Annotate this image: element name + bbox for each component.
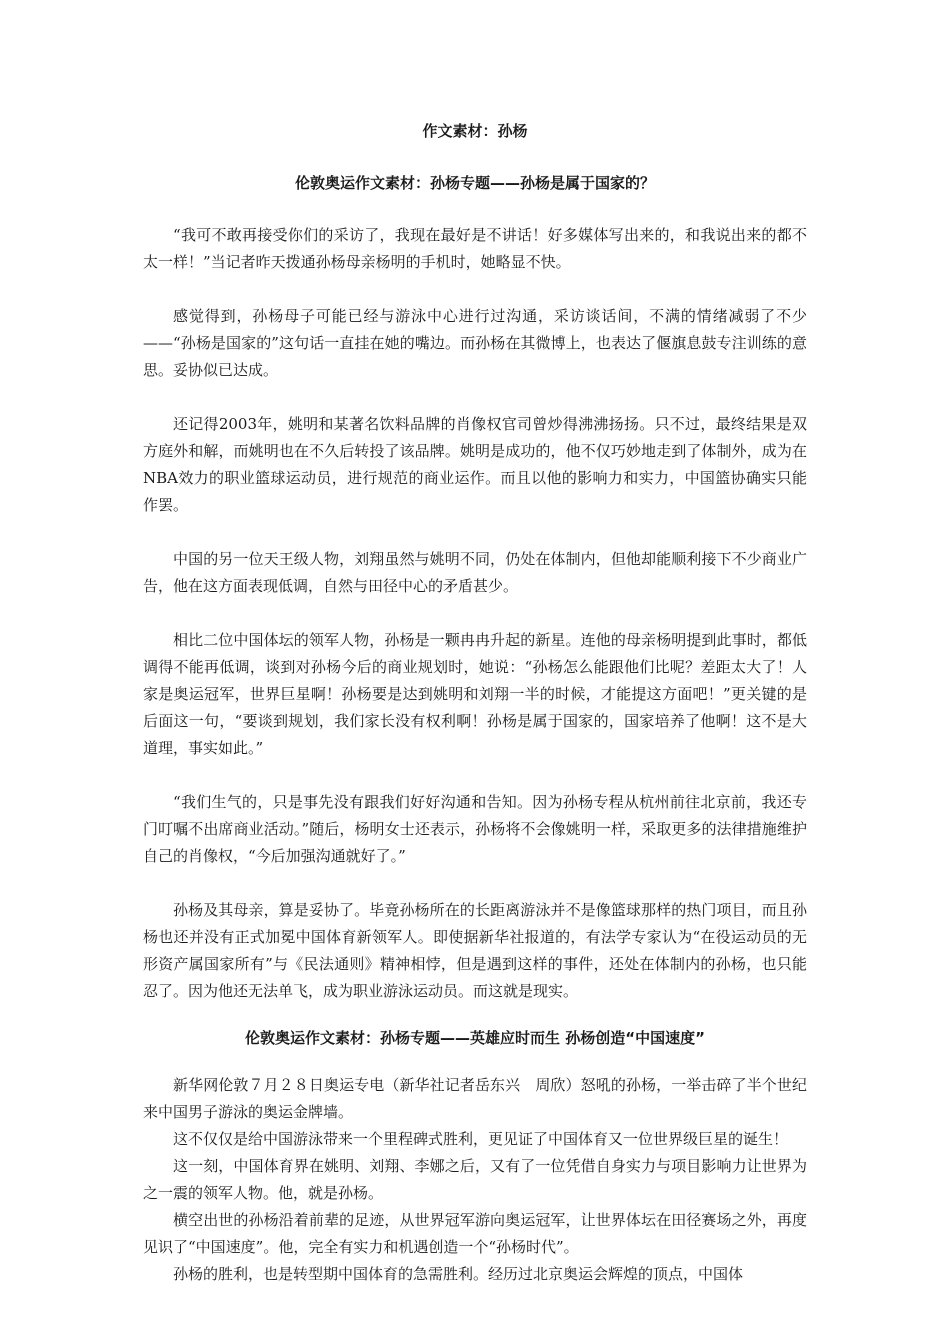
document-title: 作文素材：孙杨	[422, 122, 528, 140]
section-2-paragraph-5: 孙杨的胜利，也是转型期中国体育的急需胜利。经历过北京奥运会辉煌的顶点，中国体	[173, 1265, 744, 1283]
section-1-paragraph-4: 中国的另一位天王级人物，刘翔虽然与姚明不同，仍处在体制内，但他却能顺利接下不少商业广告，他在这方面表现低调，自然与田径中心的矛盾甚少。	[143, 550, 807, 595]
section-2-paragraph-4: 横空出世的孙杨沿着前辈的足迹，从世界冠军游向奥运冠军，让世界体坛在田径赛场之外，再度见识了“中国速度”。他，完全有实力和机遇创造一个“孙杨时代”。	[143, 1211, 807, 1256]
document-page	[143, 118, 807, 1288]
section-2-heading: 伦敦奥运作文素材：孙杨专题——英雄应时而生 孙杨创造“中国速度”	[245, 1029, 705, 1047]
section-1-heading: 伦敦奥运作文素材：孙杨专题——孙杨是属于国家的？	[294, 174, 655, 192]
section-1-paragraph-3: 还记得2003年，姚明和某著名饮料品牌的肖像权官司曾炒得沸沸扬扬。只不过，最终结果是双方庭外和解，而姚明也在不久后转投了该品牌。姚明是成功的，他不仅巧妙地走到了体制外，成为在NBA效力的职业篮球运动员，进行规范的商业运作。而且以他的影响力和实力，中国篮协确实只能作罢。	[143, 415, 807, 514]
section-2-paragraph-2: 这不仅仅是给中国游泳带来一个里程碑式胜利，更见证了中国体育又一位世界级巨星的诞生！	[173, 1130, 789, 1148]
section-1-paragraph-2: 感觉得到，孙杨母子可能已经与游泳中心进行过沟通，采访谈话间，不满的情绪减弱了不少——“孙杨是国家的”这句话一直挂在她的嘴边。而孙杨在其微博上，也表达了偃旗息鼓专注训练的意思。妥协似已达成。	[143, 307, 807, 379]
section-1-paragraph-7: 孙杨及其母亲，算是妥协了。毕竟孙杨所在的长距离游泳并不是像篮球那样的热门项目，而且孙杨也还并没有正式加冕中国体育新领军人。即使据新华社报道的，有法学专家认为“在役运动员的无形资产属国家所有”与《民法通则》精神相悖，但是遇到这样的事件，还处在体制内的孙杨，也只能忍了。因为他还无法单飞，成为职业游泳运动员。而这就是现实。	[143, 901, 807, 1000]
section-1-paragraph-1: “我可不敢再接受你们的采访了，我现在最好是不讲话！好多媒体写出来的，和我说出来的都不太一样！”当记者昨天拨通孙杨母亲杨明的手机时，她略显不快。	[143, 226, 807, 271]
section-1-paragraph-5: 相比二位中国体坛的领军人物，孙杨是一颗冉冉升起的新星。连他的母亲杨明提到此事时，都低调得不能再低调，谈到对孙杨今后的商业规划时，她说：“孙杨怎么能跟他们比呢？差距太大了！人家是奥运冠军，世界巨星啊！孙杨要是达到姚明和刘翔一半的时候，才能提这方面吧！”更关键的是后面这一句，“要谈到规划，我们家长没有权利啊！孙杨是属于国家的，国家培养了他啊！这不是大道理，事实如此。”	[143, 631, 807, 757]
section-2-paragraph-1: 新华网伦敦７月２８日奥运专电（新华社记者岳东兴 周欣）怒吼的孙杨，一举击碎了半个世纪来中国男子游泳的奥运金牌墙。	[143, 1076, 807, 1121]
section-1-paragraph-6: “我们生气的，只是事先没有跟我们好好沟通和告知。因为孙杨专程从杭州前往北京前，我还专门叮嘱不出席商业活动。”随后，杨明女士还表示，孙杨将不会像姚明一样，采取更多的法律措施维护自己的肖像权，“今后加强沟通就好了。”	[143, 793, 807, 865]
section-2-paragraph-3: 这一刻，中国体育界在姚明、刘翔、李娜之后，又有了一位凭借自身实力与项目影响力让世界为之一震的领军人物。他，就是孙杨。	[143, 1157, 807, 1202]
